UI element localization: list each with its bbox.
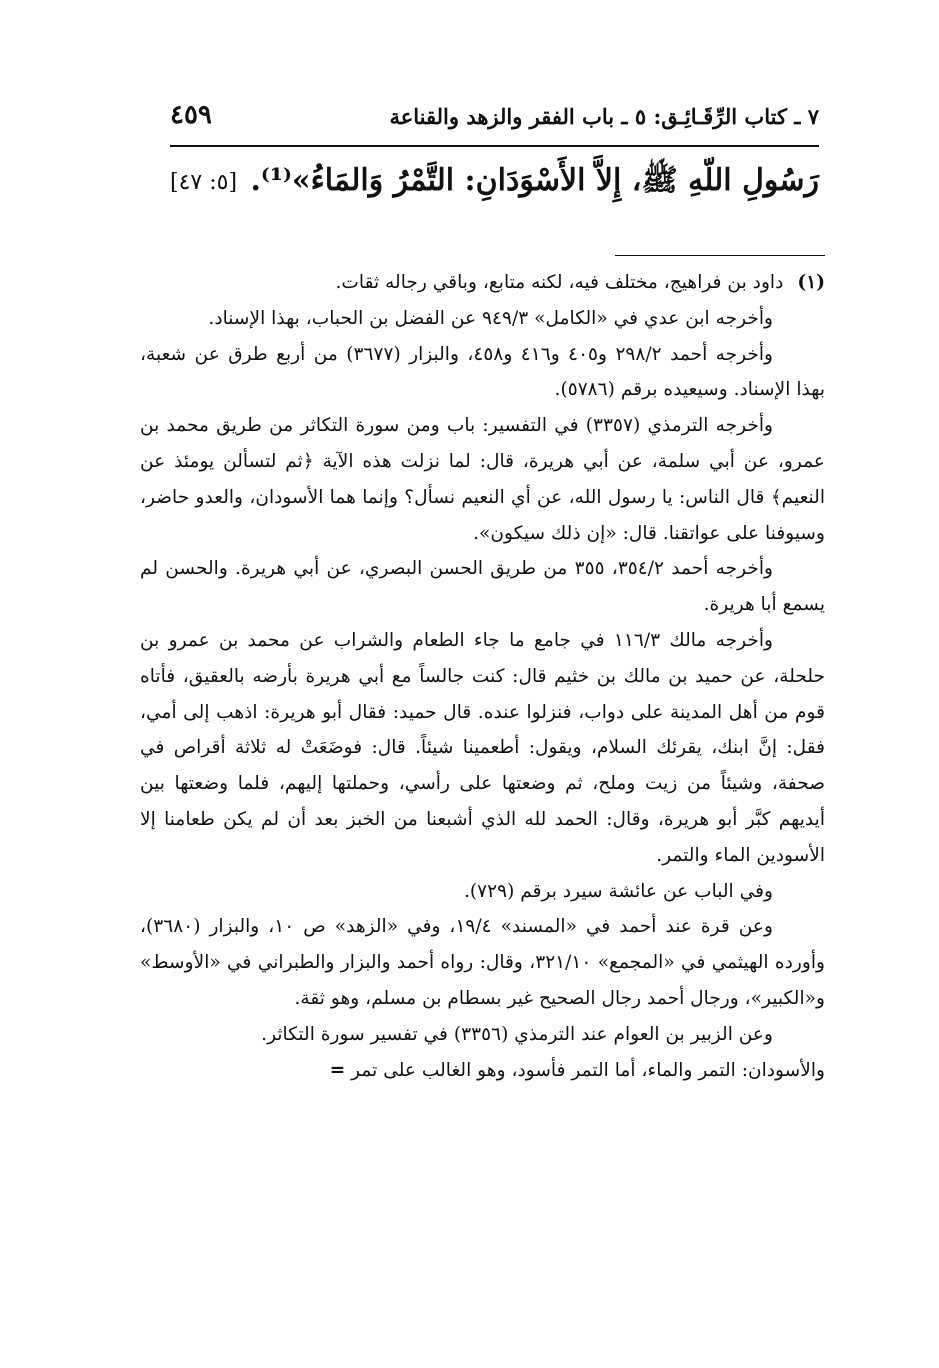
running-title: ٧ ـ كتاب الرِّقَـائِـق: ٥ ـ باب الفقر والزهد والقناعة (389, 104, 819, 129)
header-rule (170, 145, 819, 147)
footnotes (140, 265, 825, 1088)
footnote-marker: (١) (797, 272, 825, 293)
hadith-reference: [٥: ٤٧] (170, 170, 238, 195)
continuation-mark: = (329, 1059, 346, 1081)
footnote-separator (615, 255, 825, 256)
footnote-paragraph: وفي الباب عن عائشة سيرد برقم (٧٢٩). (463, 880, 773, 902)
hadith-text: رَسُولِ اللّهِ ﷺ، إِلاَّ الأَسْوَدَانِ: التَّمْرُ وَالمَاءُ»⁽¹⁾. (250, 163, 819, 198)
footnote-first-line (140, 265, 825, 301)
footnote-last-line (140, 1053, 825, 1089)
footnote-paragraph: وأخرجه أحمد ٢٩٨/٢ و٤٠٥ و٤١٦ و٤٥٨، والبزار (٣٦٧٧) من أربع طرق عن شعبة، بهذا الإسناد. وسيعيده برقم (٥٧٨٦). (140, 343, 825, 401)
footnote-paragraph: وأخرجه الترمذي (٣٣٥٧) في التفسير: باب ومن سورة التكاثر من طريق محمد بن عمرو، عن أبي سلمة، عن أبي هريرة، قال: لما نزلت هذه الآية ﴿ثم لتسألن يومئذ عن النعيم﴾ قال الناس: يا رسول الله، عن أي النعيم نسأل؟ وإنما هما الأسودان، والعدو حاضر، وسيوفنا على عواتقنا. قال: «إن ذلك سيكون». (140, 415, 825, 544)
footnote-paragraph: وعن الزبير بن العوام عند الترمذي (٣٣٥٦) في تفسير سورة التكاثر. (261, 1023, 773, 1045)
page-number: ٤٥٩ (170, 100, 212, 130)
footnote-text: داود بن فراهيج، مختلف فيه، لكنه متابع، وباقي رجاله ثقات. (335, 272, 784, 293)
footnote-paragraph: وأخرجه أحمد ٣٥٤/٢، ٣٥٥ من طريق الحسن البصري، عن أبي هريرة. والحسن لم يسمع أبا هريرة. (140, 558, 825, 616)
footnote-paragraph: وأخرجه مالك ١١٦/٣ في جامع ما جاء الطعام والشراب عن محمد بن عمرو بن حلحلة، عن حميد بن مالك بن خثيم قال: كنت جالساً مع أبي هريرة بأرضه بالعقيق، فأتاه قوم من أهل المدينة على دواب، فنزلوا عنده. قال حميد: فقال أبو هريرة: اذهب إلى أمي، فقل: إنَّ ابنك، يقرئك السلام، ويقول: أطعمينا شيئاً. قال: فوضَعَتْ له ثلاثة أقراص في صحفة، وشيئاً من زيت وملح، ثم وضعتها على رأسي، وحملتها إليهم، فلما وضعتها بين أيديهم كبَّر أبو هريرة، وقال: الحمد لله الذي أشبعنا من الخبز بعد أن لم يكن طعامنا إلا الأسودين الماء والتمر. (140, 629, 825, 866)
running-head (170, 96, 819, 136)
main-text-line (170, 162, 819, 218)
footnote-last-text: والأسودان: التمر والماء، أما التمر فأسود، وهو الغالب على تمر (351, 1059, 825, 1081)
footnote-paragraph: وعن قرة عند أحمد في «المسند» ١٩/٤، وفي «الزهد» ص ١٠، والبزار (٣٦٨٠)، وأورده الهيثمي في «المجمع» ٣٢١/١٠، وقال: رواه أحمد والبزار والطبراني في «الأوسط» و«الكبير»، ورجال أحمد رجال الصحيح غير بسطام بن مسلم، وهو ثقة. (140, 916, 825, 1009)
footnote-paragraph: وأخرجه ابن عدي في «الكامل» ٩٤٩/٣ عن الفضل بن الحباب، بهذا الإسناد. (208, 307, 773, 329)
